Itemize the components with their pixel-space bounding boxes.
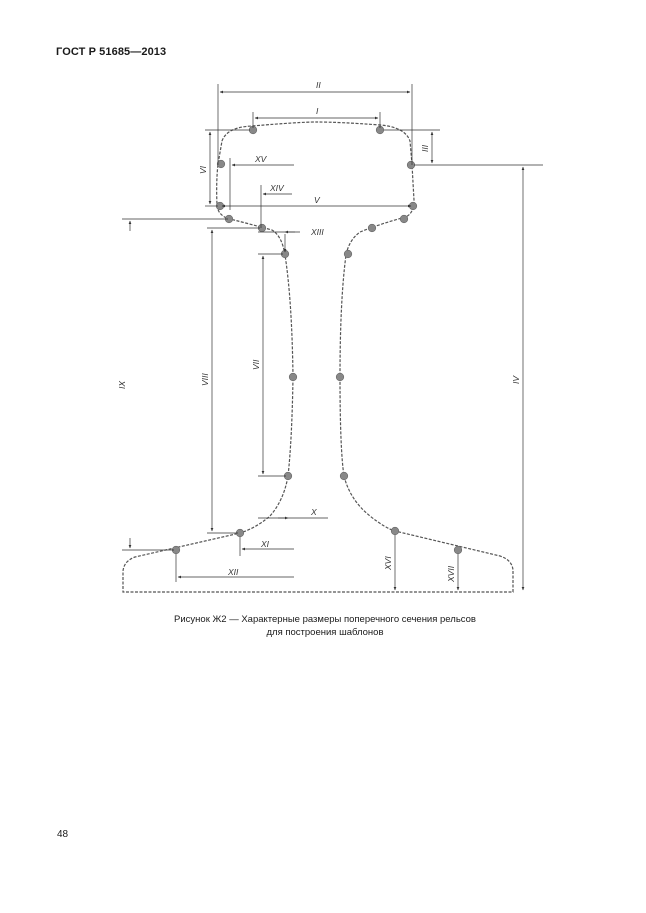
label-IV: IV [511, 375, 521, 384]
label-V: V [314, 195, 320, 205]
label-III: III [420, 144, 430, 152]
label-XVII: XVII [446, 565, 456, 582]
label-XIII: XIII [311, 227, 324, 237]
label-I: I [316, 106, 319, 116]
label-VII: VII [251, 359, 261, 370]
label-X: X [311, 507, 317, 517]
label-II: II [316, 80, 321, 90]
characteristic-points [172, 126, 462, 554]
dimension-lines [122, 84, 543, 590]
page-number: 48 [57, 829, 69, 840]
figure-caption [140, 613, 510, 639]
label-XVI: XVI [383, 556, 393, 570]
label-XI: XI [261, 539, 270, 549]
label-XII: XII [228, 567, 239, 577]
label-VIII: VIII [200, 373, 210, 386]
label-VI: VI [198, 165, 208, 174]
label-XIV: XIV [270, 183, 284, 193]
document-header: ГОСТ Р 51685—2013 [56, 46, 167, 58]
label-XV: XV [255, 154, 267, 164]
caption-line-1: Рисунок Ж2 — Характерные размеры поперечного сечения рельсов [174, 614, 476, 625]
label-IX: IX [117, 380, 127, 389]
caption-line-2: для построения шаблонов [266, 627, 384, 638]
rail-profile-outline [123, 122, 513, 592]
